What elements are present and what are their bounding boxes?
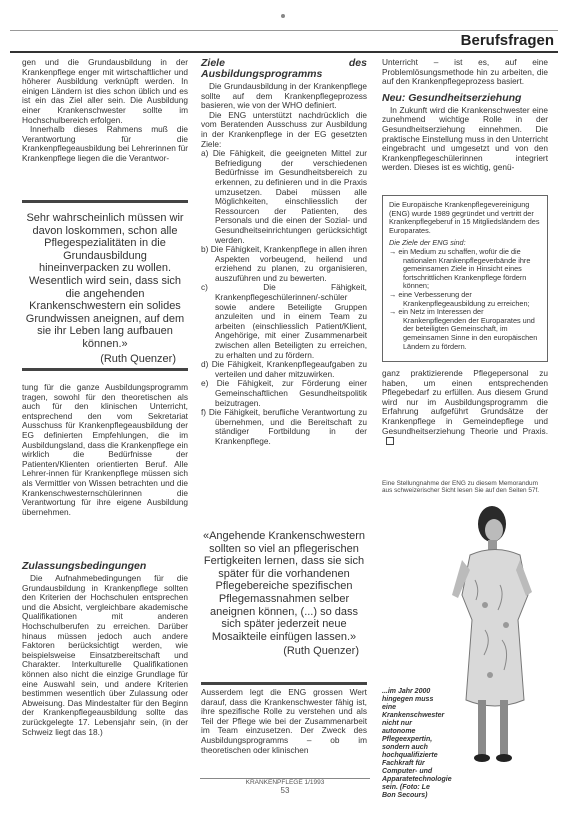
col1-paragraph-1: gen und die Grundausbildung in der Krankenpflege enger mit wirtschaftlicher und höherer Ausbildung verknüpft werden. In einigen Ländern ist dies schon üblich und es ist ein das Ziel aller sein. Die Ausbildung einer Krankenschwester sollte im Hochschulbereich erfolgen.: [22, 57, 188, 125]
zulassung-text: Die Aufnahmebedingungen für die Grundausbildung in Krankenpflege sollten den Kriterien der Hochschulen entsprechen und die Absicht, vergleichbare akademische Qualifikationen mit anderen Hochschulberufen zu erreichen. Darüber hinaus müssen jedoch auch andere Faktoren berücksichtigt werden, wie beispielsweise Einsatzbereitschaft und Charakter. Interkulturelle Qualifikationen können also nicht die einzige Grundlage für eine Auswahl sein, und andere Kriterien bestimmen wesentlich über Zulassung oder Abweisung. Das Mindestalter für den Beginn der Krankenpflegeausbildung sollte das zurückgelegte 17. Lebensjahr sein, (in der Schweiz liegt das 18.): [22, 573, 188, 737]
col3-bottom-text: [382, 369, 548, 446]
box-aim-2: → eine Verbesserung der Krankenpflegeausbildung zu erreichen;: [389, 289, 530, 308]
col1-paragraph-3: tung für die ganze Ausbildungsprogramm tragen, sowohl für den theoretischen als auch für den klinischen Unterricht, entsprechend den vom Sekretariat Ausschuss für Krankenpflegeausbildung der EG definierten Empfehlungen, die im Ausbildungsland, dass die Krankenpflege ein wirklich die Bedürfnisse der Patienten/Klienten orientierten Beruf. Alle Lehrer-innen für Krankenpflege müssen sich als Vermittler von Wissen betrachten und die Krankenschwesternschülerinnen die Verantwortung für ihre eigene Ausbildung übernehmen.: [22, 382, 188, 517]
ziele-item-b: b) Die Fähigkeit, Krankenpflege in allen ihren Aspekten vorbeugend, heilend und erziehend zu planen, zu organisieren, auszuführen und zu bewerten.: [201, 244, 367, 283]
col1-paragraph-2: Innerhalb dieses Rahmens muß die Verantwortung für die Krankenpflegeausbildung bei Lehrerinnen für Krankenpflege liegen die die Verantwor-: [22, 124, 188, 163]
ziele-item-a: a) Die Fähigkeit, die geeigneten Mittel zur Befriedigung der verschiedenen Bedürfnisse im Gesundheitsbereich zu erkennen, zu definieren und in die Praxis umzusetzen. Dabei müssen alle Möglichkeiten, einschliesslich der Ressourcen der Patienten, des Personals und die einen der Sozial- und Gesundheitseinrichtungen gerücksichtigt werden.: [201, 148, 367, 245]
heading-ziele: Ziele des Ausbildungsprogramms: [201, 57, 367, 80]
ziele-item-c: c) Die Fähigkeit, Krankenpflegeschülerinnen/-schüler sowie andere Beteiligte Gruppen anzuleiten und in einem Team zu arbeiten (einschliesslich Patient/Klient, Angehörige, mit einer Zusammenarbeit zwischen allen Beteiligten zu erreichen, zu erhalten und zu fördern.: [201, 282, 367, 360]
col3-top-text: [382, 58, 548, 173]
quote2-bottom-rule: [201, 682, 367, 685]
box-intro: Die Europäische Krankenpflegevereinigung (ENG) wurde 1989 gegründet und vertritt der Krankenpflegeberuf in 15 Mitgliedsländern des Europarates.: [389, 200, 540, 235]
quote1-bottom-rule: [22, 368, 188, 371]
top-marker: [281, 14, 285, 18]
ziele-item-e: e) Die Fähigkeit, zur Förderung einer Gemeinschaftlichen Gesundheitspolitik beizutragen.: [201, 378, 367, 408]
neu-text: In Zukunft wird die Krankenschwester eine zunehmend wichtige Rolle in der Gesundheitserziehung einnehmen. Die praktische Einstellung muss in den Unterricht eingebracht und umgesetzt und von den Krankenpflegeschülerinnen integriert werden. Dieses ist es wichtig, genü-: [382, 104, 549, 173]
ziele-intro: Die Grundausbildung in der Krankenpflege sollte auf dem Krankenpflegeprozess basieren, wie von der WHO definiert.: [201, 81, 367, 111]
box-aims-list: [389, 248, 541, 351]
col2-ziele: [201, 58, 367, 447]
ziele-list: [201, 149, 367, 446]
col1-mid-text: [22, 383, 188, 517]
photo-caption: ...im Jahr 2000 hingegen muss eine Krankenschwester nicht nur autonome Pflegeexpertin, sondern auch hochqualifizierte Fachkraft für Computer- und Apparatetechnologie sein. (Foto: Le Bon Secours): [382, 688, 452, 799]
ziele-item-f: f) Die Fähigkeit, berufliche Verantwortung zu übernehmen, und die Bereitschaft zu ständiger Fortbildung in der Krankenpflege.: [201, 407, 367, 446]
pull-quote-2: [201, 530, 367, 658]
box-aims-title: Die Ziele der ENG sind:: [389, 238, 466, 248]
col1-zulassung: [22, 561, 188, 737]
heading-neu: Neu: Gesundheitserziehung: [382, 91, 522, 104]
page-footer: [200, 778, 370, 795]
bottom-center-text: [201, 688, 367, 755]
pull-quote-1: [22, 212, 188, 365]
pull-quote-1-text: Sehr wahrscheinlich müssen wir davon loskommen, schon alle Pflegespezialitäten in die Grundausbildung hineinverpacken zu wollen. Wesentlich wird sein, dass sich die angehenden Krankenschwestern ein solides Grundwissen aneignen, auf dem sie ihr Leben lang aufbauen können.»: [25, 212, 185, 350]
end-of-article-mark: [386, 437, 394, 445]
pull-quote-1-author: (Ruth Quenzer): [100, 352, 176, 365]
quote1-top-rule: [22, 200, 188, 203]
ziele-intro-2: Die ENG unterstützt nachdrücklich die vom Beratenden Ausschuss zur Ausbildung in der Krankenpflege in der EG gesetzten Ziele:: [201, 109, 367, 149]
col3-paragraph-1: Unterricht – ist es, auf eine Problemlösungsmethode hin zu arbeiten, die auf den Krankenpflegeprozess basiert.: [382, 57, 548, 87]
col1-top-text: [22, 58, 188, 164]
col3-bottom-paragraph: ganz praktizierende Pflegepersonal zu haben, um einen entsprechenden Pflegebedarf zu erfüllen. Aus diesem Grund wird nur im Ausbildungsprogramm die Erfahrung aufgeführt Grundsätze der Krankenpflege in Gemeindepflege und Gesundheitserziehung Theorie und Praxis.: [382, 368, 548, 436]
box-aim-1: → ein Medium zu schaffen, wofür die die nationalen Krankenpflegeverbände ihre gemeinsamen Ziele in Hinsicht eines fortschrittlichen Krankenpflege fördern können;: [389, 246, 531, 291]
section-header: [10, 30, 558, 53]
bottom-center-paragraph: Ausserdem legt die ENG grossen Wert darauf, dass die Krankenschwester fähig ist, ihre spezifische Rolle zu verstehen und als Teil der Pflege wie bei der Zusammenarbeit im Team einzusetzen. Der Zweck des Ausbildungsprogramms – ob im theoretischen oder klinischen: [201, 687, 367, 755]
section-title: Berufsfragen: [460, 32, 554, 49]
stellungnahme-caption: Eine Stellungnahme der ENG zu diesem Memorandum aus schweizerischer Sicht lesen Sie auf den Seiten 57f.: [382, 480, 540, 495]
pull-quote-2-text: «Angehende Krankenschwestern sollten so viel an pflegerischen Fertigkeiten lernen, dass sie sich später für die vorhandenen Pflegebereiche spezifischen Pflegemassnahmen selber aneignen können, (...) so dass sich später jederzeit neue Mosaikteile einfügen lassen.»: [202, 530, 366, 643]
photo-nurse-figure: [440, 500, 550, 770]
footer-publication: KRANKENPFLEGE 1/1993: [245, 779, 325, 786]
pull-quote-2-author: (Ruth Quenzer): [283, 645, 359, 658]
heading-zulassung: Zulassungsbedingungen: [22, 560, 147, 572]
figure-illustration: [452, 506, 532, 762]
eng-info-box: [382, 195, 548, 362]
box-aim-3: → ein Netz im Interessen der Krankenpflegenden der Europarates und der beteiligten Gemeinschaft, im gemeinsamen Sinne in den europäischen Ländern zu fördern.: [389, 307, 538, 351]
page-number: 53: [280, 786, 290, 795]
ziele-item-d: d) Die Fähigkeit, Krankenpflegeaufgaben zu verteilen und daher mitzuwirken.: [201, 359, 367, 379]
col3-paragraph-3: [382, 369, 548, 446]
